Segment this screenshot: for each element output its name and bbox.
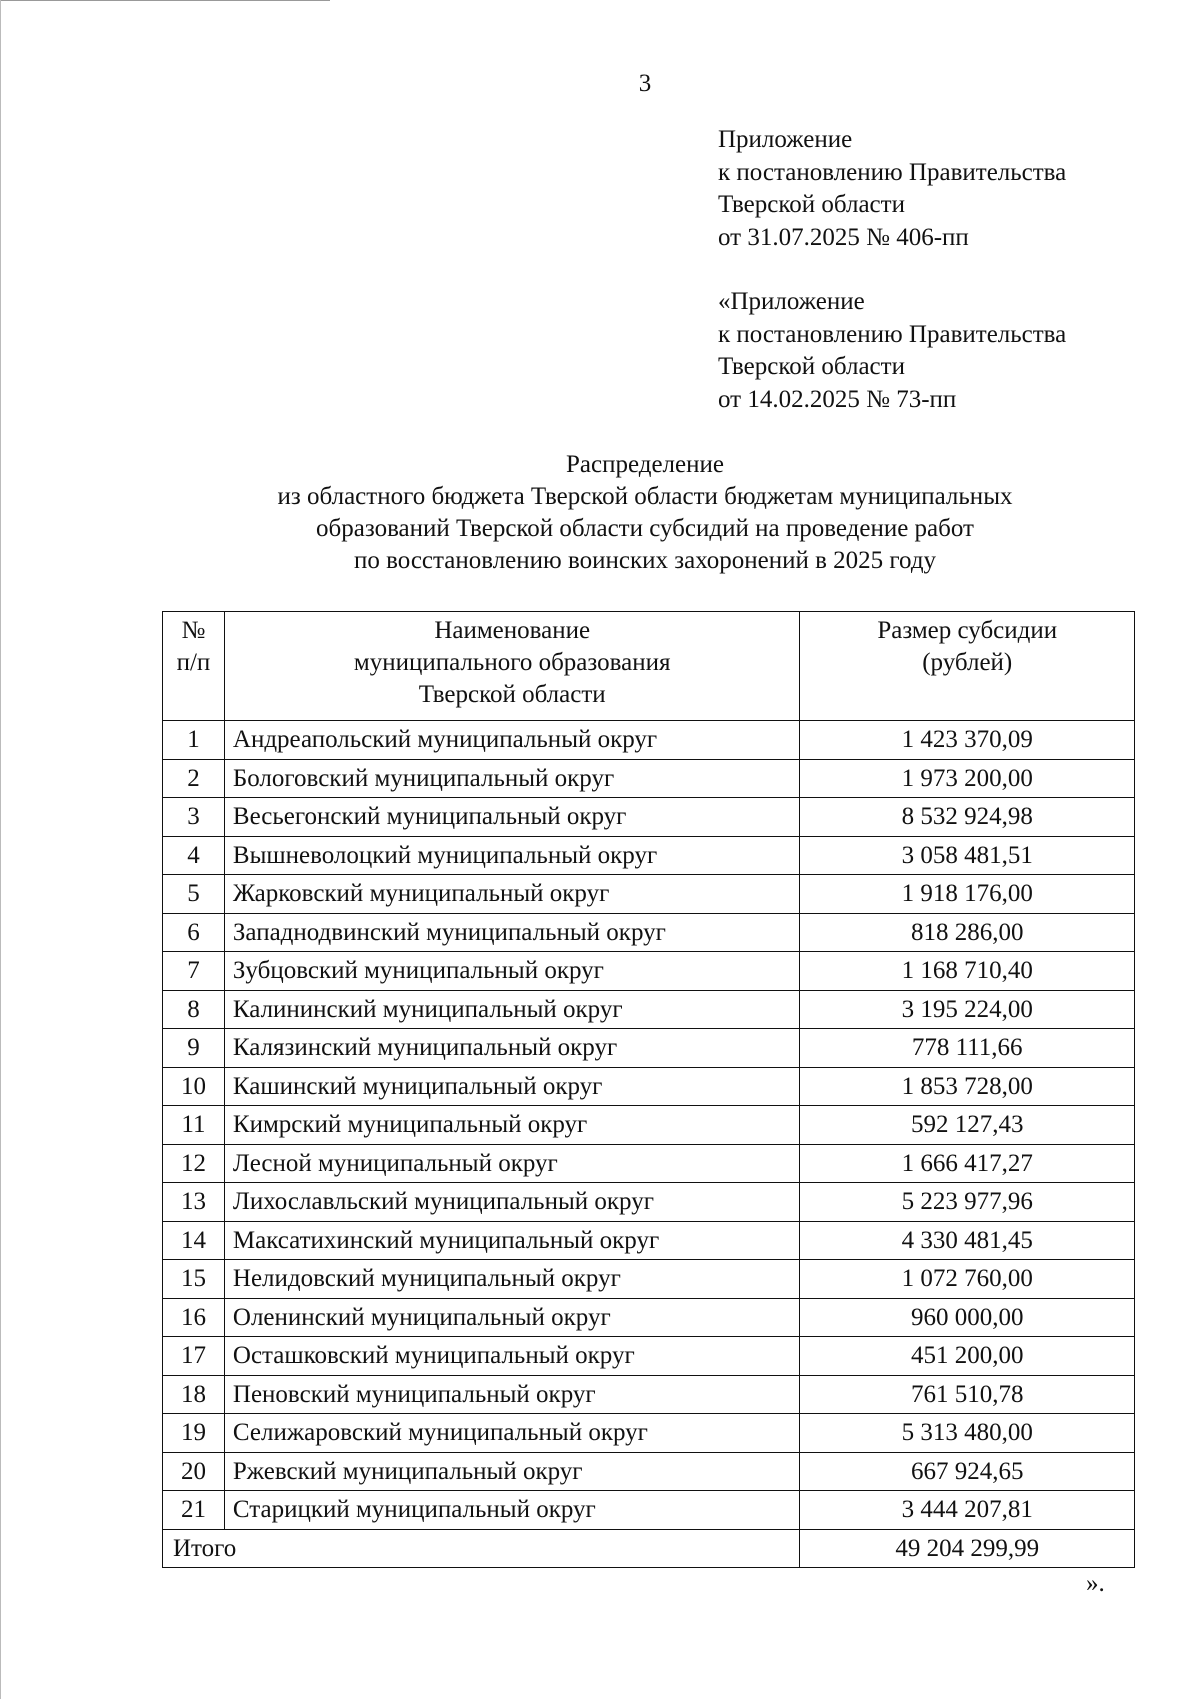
row-amount-cell: 1 853 728,00	[800, 1067, 1135, 1106]
row-amount-cell: 3 058 481,51	[800, 836, 1135, 875]
row-name-cell: Пеновский муниципальный округ	[224, 1375, 800, 1414]
table-row	[163, 913, 1135, 952]
document-title	[0, 449, 1200, 577]
row-number-cell: 10	[163, 1067, 225, 1106]
row-amount-cell: 667 924,65	[800, 1452, 1135, 1491]
annex-current	[718, 124, 1066, 254]
annex-current-line: от 31.07.2025 № 406-пп	[718, 223, 969, 251]
table-row	[163, 875, 1135, 914]
row-number-cell: 9	[163, 1029, 225, 1068]
row-name-cell: Ржевский муниципальный округ	[224, 1452, 800, 1491]
row-amount-cell: 761 510,78	[800, 1375, 1135, 1414]
table-row	[163, 759, 1135, 798]
document-title-line: по восстановлению воинских захоронений в 2025 году	[353, 547, 937, 574]
table-row	[163, 1029, 1135, 1068]
row-number-cell: 18	[163, 1375, 225, 1414]
row-amount-cell: 1 918 176,00	[800, 875, 1135, 914]
annex-original	[718, 286, 1066, 416]
row-name-cell: Зубцовский муниципальный округ	[224, 952, 800, 991]
row-number-cell: 15	[163, 1260, 225, 1299]
header-name-line: Наименование	[434, 617, 591, 644]
header-amount-line: (рублей)	[922, 649, 1013, 676]
document-title-line: из областного бюджета Тверской области бюджетам муниципальных	[277, 483, 1013, 510]
row-amount-cell: 3 195 224,00	[800, 990, 1135, 1029]
row-name-cell: Весьегонский муниципальный округ	[224, 798, 800, 837]
row-number-cell: 5	[163, 875, 225, 914]
header-number-line: №	[181, 617, 206, 644]
row-name-cell: Максатихинский муниципальный округ	[224, 1221, 800, 1260]
row-name-cell: Лесной муниципальный округ	[224, 1144, 800, 1183]
scan-edge-top	[0, 0, 330, 1]
row-number-cell: 11	[163, 1106, 225, 1145]
row-name-cell: Оленинский муниципальный округ	[224, 1298, 800, 1337]
row-amount-cell: 5 223 977,96	[800, 1183, 1135, 1222]
table-header-row	[163, 612, 1135, 721]
table-row	[163, 990, 1135, 1029]
header-name-line: Тверской области	[418, 681, 606, 708]
row-number-cell: 3	[163, 798, 225, 837]
table-row	[163, 1452, 1135, 1491]
table-row	[163, 798, 1135, 837]
header-amount-line: Размер субсидии	[877, 617, 1058, 644]
row-number-cell: 21	[163, 1491, 225, 1530]
table-row	[163, 1260, 1135, 1299]
row-number-cell: 8	[163, 990, 225, 1029]
row-name-cell: Западнодвинский муниципальный округ	[224, 913, 800, 952]
row-name-cell: Старицкий муниципальный округ	[224, 1491, 800, 1530]
table-row	[163, 1144, 1135, 1183]
header-number-line: п/п	[176, 649, 211, 676]
header-amount	[800, 612, 1135, 721]
header-number	[163, 612, 225, 721]
row-name-cell: Андреапольский муниципальный округ	[224, 721, 800, 760]
document-title-line: образований Тверской области субсидий на проведение работ	[316, 515, 974, 542]
row-name-cell: Жарковский муниципальный округ	[224, 875, 800, 914]
row-amount-cell: 1 168 710,40	[800, 952, 1135, 991]
row-amount-cell: 1 423 370,09	[800, 721, 1135, 760]
row-name-cell: Нелидовский муниципальный округ	[224, 1260, 800, 1299]
table-row	[163, 836, 1135, 875]
row-amount-cell: 4 330 481,45	[800, 1221, 1135, 1260]
row-number-cell: 20	[163, 1452, 225, 1491]
table-row	[163, 1106, 1135, 1145]
row-number-cell: 16	[163, 1298, 225, 1337]
table-row	[163, 1221, 1135, 1260]
row-amount-cell: 778 111,66	[800, 1029, 1135, 1068]
row-name-cell: Калязинский муниципальный округ	[224, 1029, 800, 1068]
row-name-cell: Калининский муниципальный округ	[224, 990, 800, 1029]
annex-original-line: к постановлению Правительства	[718, 320, 1067, 348]
annex-original-line: «Приложение	[718, 288, 865, 315]
row-amount-cell: 8 532 924,98	[800, 798, 1135, 837]
row-number-cell: 14	[163, 1221, 225, 1260]
page-number: 3	[638, 70, 652, 97]
row-name-cell: Лихославльский муниципальный округ	[224, 1183, 800, 1222]
annex-original-line: Тверской области	[718, 353, 905, 380]
header-name-line: муниципального образования	[353, 649, 671, 676]
table-row	[163, 1491, 1135, 1530]
row-number-cell: 1	[163, 721, 225, 760]
row-name-cell: Кимрский муниципальный округ	[224, 1106, 800, 1145]
row-number-cell: 4	[163, 836, 225, 875]
row-number-cell: 13	[163, 1183, 225, 1222]
table-row	[163, 721, 1135, 760]
header-name	[224, 612, 800, 721]
row-name-cell: Кашинский муниципальный округ	[224, 1067, 800, 1106]
row-amount-cell: 3 444 207,81	[800, 1491, 1135, 1530]
table-row	[163, 1414, 1135, 1453]
annex-current-line: к постановлению Правительства	[718, 158, 1067, 186]
row-number-cell: 12	[163, 1144, 225, 1183]
total-amount: 49 204 299,99	[800, 1529, 1135, 1568]
total-label: Итого	[163, 1529, 800, 1568]
row-name-cell: Селижаровский муниципальный округ	[224, 1414, 800, 1453]
annex-current-line: Приложение	[718, 126, 853, 153]
annex-original-line: от 14.02.2025 № 73-пп	[718, 385, 957, 413]
row-amount-cell: 1 072 760,00	[800, 1260, 1135, 1299]
annex-current-line: Тверской области	[718, 191, 905, 218]
row-number-cell: 2	[163, 759, 225, 798]
row-name-cell: Вышневолоцкий муниципальный округ	[224, 836, 800, 875]
row-amount-cell: 1 973 200,00	[800, 759, 1135, 798]
row-number-cell: 17	[163, 1337, 225, 1376]
table-row	[163, 1298, 1135, 1337]
table-row	[163, 1375, 1135, 1414]
row-amount-cell: 818 286,00	[800, 913, 1135, 952]
scan-edge-left	[0, 0, 1, 1699]
row-amount-cell: 5 313 480,00	[800, 1414, 1135, 1453]
table-total-row	[163, 1529, 1135, 1568]
row-amount-cell: 1 666 417,27	[800, 1144, 1135, 1183]
closing-quote-mark: ».	[1086, 1570, 1105, 1597]
row-number-cell: 7	[163, 952, 225, 991]
row-amount-cell: 451 200,00	[800, 1337, 1135, 1376]
table-row	[163, 1183, 1135, 1222]
row-name-cell: Осташковский муниципальный округ	[224, 1337, 800, 1376]
table-row	[163, 1067, 1135, 1106]
subsidy-table	[162, 611, 1135, 1568]
row-number-cell: 19	[163, 1414, 225, 1453]
row-amount-cell: 592 127,43	[800, 1106, 1135, 1145]
row-name-cell: Бологовский муниципальный округ	[224, 759, 800, 798]
row-amount-cell: 960 000,00	[800, 1298, 1135, 1337]
table-row	[163, 1337, 1135, 1376]
row-number-cell: 6	[163, 913, 225, 952]
table-row	[163, 952, 1135, 991]
document-title-line: Распределение	[566, 451, 724, 478]
